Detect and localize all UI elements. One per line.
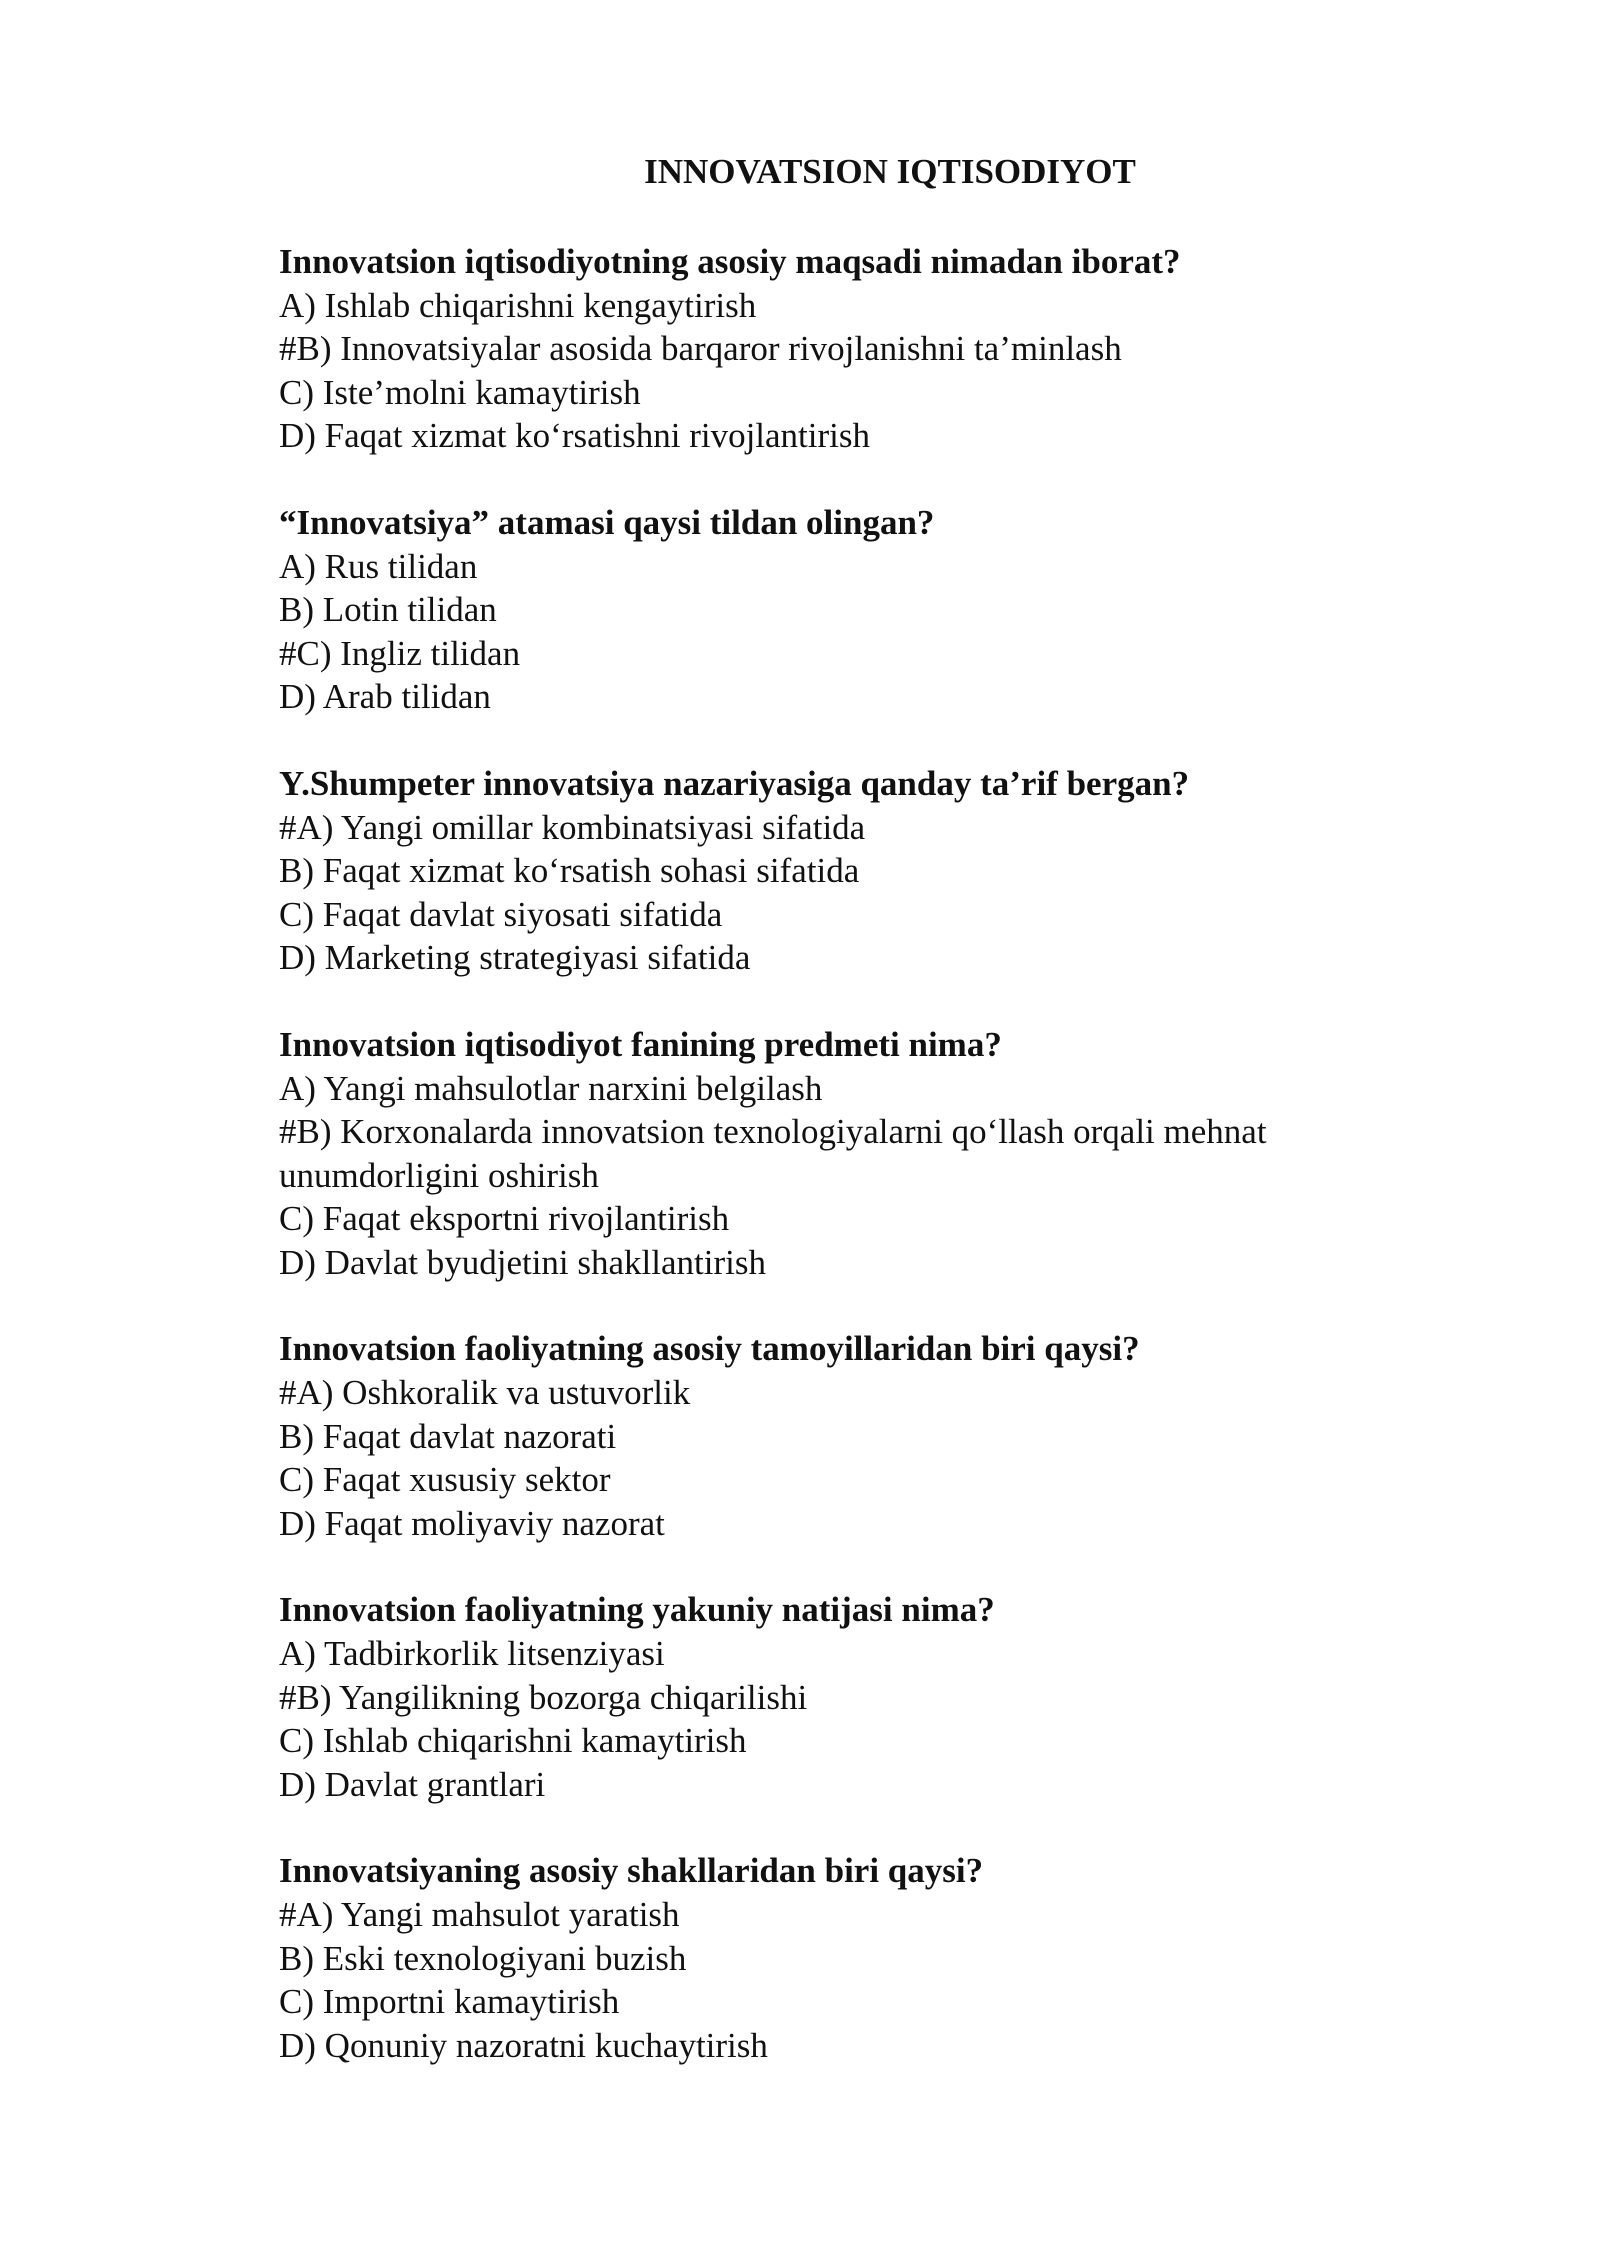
answer-option: D) Marketing strategiyasi sifatida (279, 938, 751, 978)
question-block (279, 1588, 1409, 1806)
question-block (279, 762, 1409, 980)
question-block (279, 240, 1409, 458)
answer-option: C) Importni kamaytirish (279, 1982, 620, 2022)
answer-option: B) Faqat davlat nazorati (279, 1416, 617, 1456)
answer-option: #B) Yangilikning bozorga chiqarilishi (279, 1677, 808, 1717)
answer-option: B) Lotin tilidan (279, 590, 497, 630)
question-block (279, 501, 1409, 719)
question-text: Innovatsion faoliyatning yakuniy natijasi nima? (279, 1590, 995, 1630)
document-title: INNOVATSION IQTISODIYOT (644, 152, 1136, 191)
answer-option: A) Tadbirkorlik litsenziyasi (279, 1634, 665, 1674)
question-list (279, 240, 1409, 2110)
answer-option: C) Iste’molni kamaytirish (279, 372, 641, 412)
question-text: Innovatsiyaning asosiy shakllaridan biri qaysi? (279, 1851, 984, 1891)
question-text: Innovatsion faoliyatning asosiy tamoyillaridan biri qaysi? (279, 1329, 1140, 1369)
answer-option: C) Faqat eksportni rivojlantirish (279, 1199, 730, 1239)
answer-option: C) Faqat xususiy sektor (279, 1460, 611, 1500)
answer-option: D) Qonuniy nazoratni kuchaytirish (279, 2025, 768, 2065)
answer-option: D) Davlat byudjetini shakllantirish (279, 1242, 766, 1282)
answer-option: B) Faqat xizmat ko‘rsatish sohasi sifatida (279, 851, 860, 891)
answer-option: A) Yangi mahsulotlar narxini belgilash (279, 1068, 823, 1108)
answer-option: D) Davlat grantlari (279, 1764, 546, 1804)
answer-option: D) Faqat xizmat ko‘rsatishni rivojlantirish (279, 416, 871, 456)
answer-option: B) Eski texnologiyani buzish (279, 1938, 687, 1978)
answer-option: C) Ishlab chiqarishni kamaytirish (279, 1721, 747, 1761)
answer-option: D) Faqat moliyaviy nazorat (279, 1503, 665, 1543)
question-block (279, 1327, 1409, 1545)
answer-option: A) Ishlab chiqarishni kengaytirish (279, 285, 757, 325)
question-block (279, 1849, 1409, 2067)
answer-option: A) Rus tilidan (279, 546, 478, 586)
answer-option: #B) Korxonalarda innovatsion texnologiyalarni qo‘llash orqali mehnat unumdorligini oshirish (279, 1112, 1267, 1195)
answer-option: C) Faqat davlat siyosati sifatida (279, 894, 723, 934)
question-text: Innovatsion iqtisodiyot fanining predmeti nima? (279, 1024, 1002, 1064)
answer-option: #A) Yangi mahsulot yaratish (279, 1895, 680, 1934)
question-block (279, 1023, 1409, 1285)
answer-option: #A) Oshkoralik va ustuvorlik (279, 1373, 691, 1413)
answer-option: #B) Innovatsiyalar asosida barqaror rivojlanishni ta’minlash (279, 329, 1122, 369)
question-text: Y.Shumpeter innovatsiya nazariyasiga qanday ta’rif bergan? (279, 763, 1190, 803)
answer-option: #C) Ingliz tilidan (279, 633, 521, 673)
answer-option: D) Arab tilidan (279, 677, 491, 717)
answer-option: #A) Yangi omillar kombinatsiyasi sifatida (279, 807, 866, 847)
question-text: “Innovatsiya” atamasi qaysi tildan olingan? (279, 502, 935, 542)
question-text: Innovatsion iqtisodiyotning asosiy maqsadi nimadan iborat? (279, 242, 1181, 281)
